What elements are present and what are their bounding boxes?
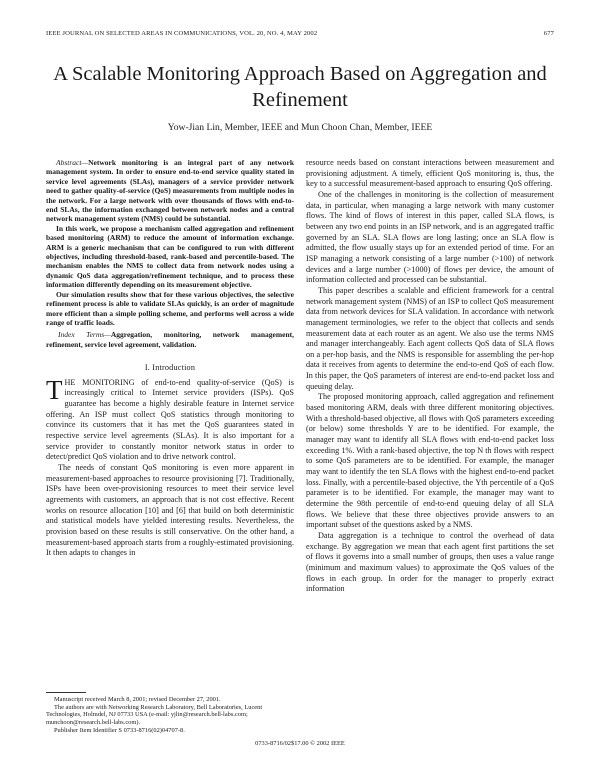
footnote-received: Manuscript received March 8, 2001; revised December 27, 2001.	[54, 696, 221, 703]
footnote-identifier: Publisher Item Identifier S 0733-8716(02)04707-8.	[54, 726, 185, 734]
abstract	[46, 158, 294, 327]
abstract-label: Abstract—	[56, 158, 89, 167]
right-column	[306, 158, 554, 595]
copyright-line: 0733-8716/02$17.00 © 2002 IEEE	[255, 740, 345, 747]
drop-cap: T	[46, 374, 63, 405]
abstract-paragraph-3: Our simulation results show that for these various objectives, the selective refinement process is able to validate SLAs quickly, is an order of magnitude more efficient than a simple polling scheme, and performs well across a wide range of traffic loads.	[46, 289, 294, 327]
journal-name: IEEE JOURNAL ON SELECTED AREAS IN COMMUNICATIONS, VOL. 20, NO. 4, MAY 2002	[46, 30, 318, 37]
intro-paragraph-4: One of the challenges in monitoring is the collection of measurement data, in particular, when managing a large network with many customer flows. The kind of flows of interest in this paper, called SLA flows, is between any two end points in an ISP network, and is an aggregated traffic governed by an SLA. SLA flows are long lasting; once an SLA flow is admitted, the flow usually stays up for an extended period of time. For an ISP managing a network consisting of a large number (>100) of network devices and a large number (>1000) of flows per device, the amount of information collected and processed can be substantial.	[306, 189, 554, 285]
intro-paragraph-3: resource needs based on constant interactions between measurement and provisioning adjustment. A timely, efficient QoS monitoring is, thus, the key to a successful measurement-based approach to ensuring QoS offering.	[306, 158, 554, 189]
paper-title: A Scalable Monitoring Approach Based on Aggregation and Refinement	[53, 63, 547, 111]
intro-paragraph-1: THE MONITORING of end-to-end quality-of-service (QoS) is increasingly critical to Internet service providers (ISPs). QoS guarantee has become a highly desirable feature in Internet service offering. An ISP must collect QoS statistics through monitoring to convince its customers that it has met the QoS guarantees stated in respective service level agreements (SLAs). It is also important for a service provider to constantly monitor network status in order to detect/predict QoS violation and to drive network control.	[46, 374, 294, 462]
page-number: 677	[543, 30, 554, 37]
abstract-paragraph-1: Abstract—Network monitoring is an integral part of any network management system. In order to ensure end-to-end service quality stated in service level agreements (SLAs), managers of a service provider network need to gather quality-of-service (QoS) measurements from multiple nodes in the network. For a large network with over thousands of flows with end-to-end SLAs, the information exchanged between network nodes and a central network management system (NMS) could be substantial.	[46, 158, 294, 224]
intro-paragraph-6: The proposed monitoring approach, called aggregation and refinement based monitoring ARM, deals with three different monitoring objectives. With a threshold-based objective, all flows with QoS parameters exceeding (or below) some thresholds Υ are to be identified. For example, the manager may want to identify all SLA flows with end-to-end packet loss exceeding 1%. With a rank-based objective, the top N th flows with respect to some QoS parameters are to be identified. For example, the manager may want to identify the ten SLA flows with the highest end-to-end packet loss. Finally, with a percentile-based objective, the Υth percentile of a QoS parameter is to be identified. For example, the manager may want to determine the 98th percentile of end-to-end queuing delay of all SLA flows. We believe that these three objectives provide answers to an important subset of the questions asked by a NMS.	[306, 392, 554, 530]
intro-paragraph-2: The needs of constant QoS monitoring is even more apparent in measurement-based approaches to resource provisioning [7]. Traditionally, ISPs have been over-provisioning resources to meet their service level agreements with customers, an approach that is not cost effective. Recent works on resource allocation [10] and [6] that build on both deterministic and statistical models have yielded interesting results. Nevertheless, the provision based on these results is still conservative. On the other hand, a measurement-based approach starts from a roughly-estimated provisioning. It then adapts to changes in	[46, 463, 294, 558]
index-terms: Index Terms—Aggregation, monitoring, network management, refinement, service level agreement, validation.	[46, 330, 294, 349]
footnote-rule	[46, 692, 86, 693]
section-heading: I. Introduction	[144, 363, 196, 373]
paper-authors: Yow-Jian Lin, Member, IEEE and Mun Choon Chan, Member, IEEE	[167, 122, 433, 133]
footnote	[46, 696, 294, 735]
intro-paragraph-7: Data aggregation is a technique to control the overhead of data exchange. By aggregation we mean that each agent first partitions the set of flows it governs into a small number of groups, then uses a value range (minimum and maximum values) to approximate the QoS values of the flows in each group. In order for the manager to properly extract information	[306, 530, 554, 594]
running-head	[46, 30, 554, 37]
left-column	[46, 158, 294, 559]
footnote-affiliation: The authors are with Networking Research Laboratory, Bell Laboratories, Lucent Technologies, Holmdel, NJ 07733 USA (e-mail: yjlin@research.bell-labs.com; munchoon@research.bell-labs.com).	[46, 703, 263, 727]
abstract-paragraph-2: In this work, we propose a mechanism called aggregation and refinement based monitoring (ARM) to reduce the amount of information exchange. ARM is a generic mechanism that can be configured to run with different objectives, including threshold-based, rank-based and percentile-based. The mechanism enables the NMS to collect data from network nodes using a dynamic QoS data aggregation/refinement technique, and to process these information differently depending on its measurement objective.	[46, 223, 294, 290]
intro-paragraph-5: This paper describes a scalable and efficient framework for a central network management system (NMS) of an ISP to collect QoS measurement data from network devices for SLA validation. In accordance with network management terminologies, we refer to the object that collects and sends measurement data at each router as an agent. We also use the terms NMS and manager interchangeably. Each agent collects QoS data of SLA flows on a per-hop basis, and the NMS is responsible for assembling the per-hop data it receives from agents to determine the end-to-end QoS of each flow. In this paper, the QoS parameters of interest are end-to-end packet loss and queuing delay.	[306, 285, 554, 391]
index-terms-label: Index Terms—	[58, 330, 111, 340]
